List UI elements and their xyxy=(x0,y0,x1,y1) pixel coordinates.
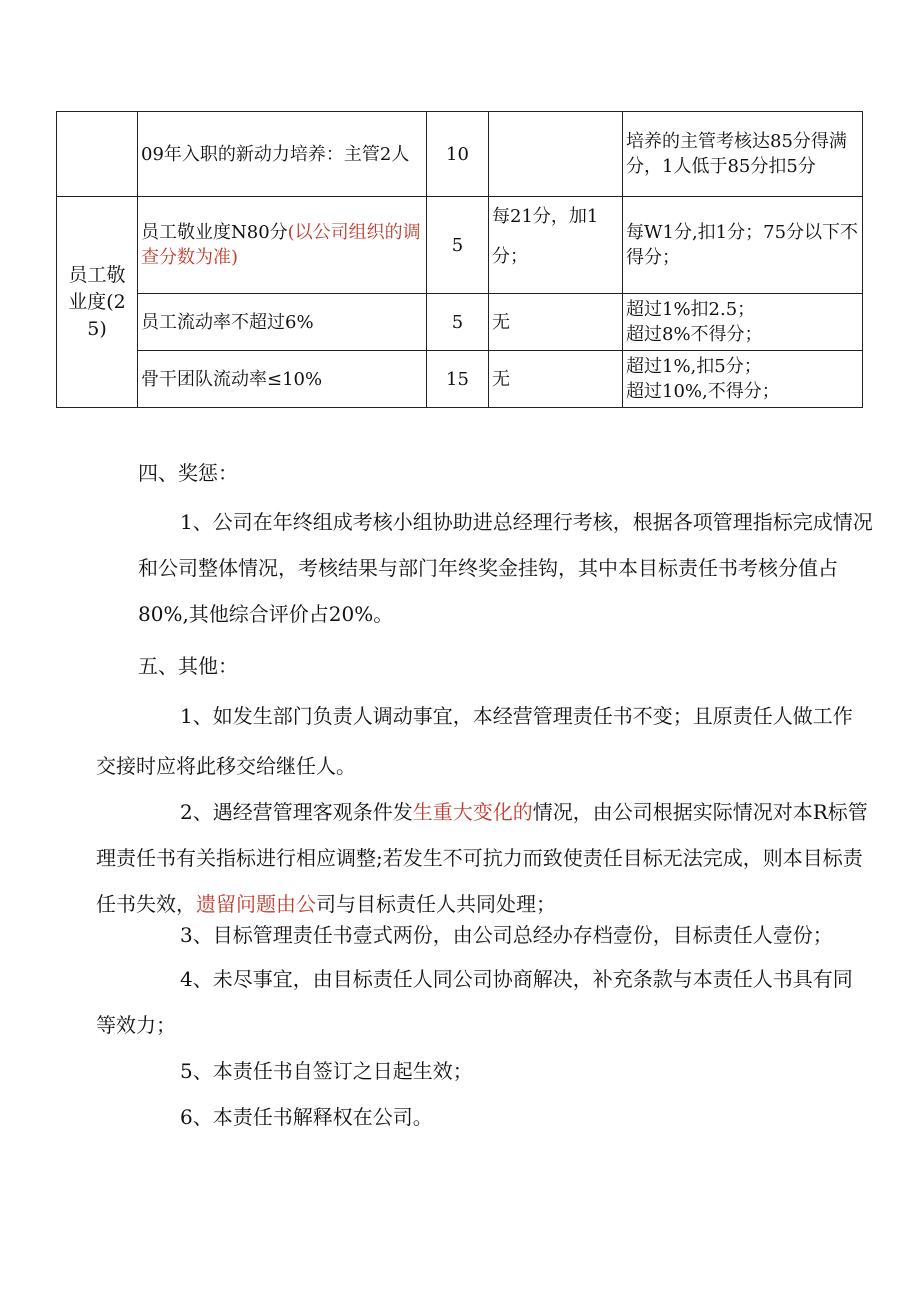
item-note: (以公司组织的调查分数为准) xyxy=(141,222,421,268)
section-4-paragraph-1: 1、公司在年终组成考核小组协助进总经理行考核，根据各项管理指标完成情况和公司整体情况，考核结果与部门年终奖金挂钩，其中本目标责任书考核分值占80%,其他综合评价占20%。 xyxy=(138,510,873,626)
p2-highlight-1: 生重大变化的 xyxy=(412,800,533,824)
bonus-cell: 无 xyxy=(489,351,623,408)
section-5-paragraph-6: 6、本责任书解释权在公司。 xyxy=(180,1105,433,1129)
rule-cell xyxy=(623,294,863,351)
table-row xyxy=(57,351,863,408)
section-5-paragraph-2 xyxy=(96,789,872,927)
assessment-table xyxy=(56,111,863,408)
rule-line: 超过1%扣2.5； xyxy=(626,299,756,320)
rule-cell: 培养的主管考核达85分得满分，1人低于85分扣5分 xyxy=(623,112,863,197)
bonus-cell: 每21分，加1分； xyxy=(489,197,623,294)
bonus-cell xyxy=(489,112,623,197)
category-cell: 员工敬业度(25) xyxy=(57,197,138,408)
rule-cell xyxy=(623,351,863,408)
table-row xyxy=(57,294,863,351)
item-cell: 员工流动率不超过6% xyxy=(138,294,427,351)
item-main: 员工敬业度N80分 xyxy=(141,222,288,243)
table-row xyxy=(57,112,863,197)
score-cell: 15 xyxy=(427,351,489,408)
table-row xyxy=(57,197,863,294)
p2-text-b: 情况，由公司根据实际情况对本R标管理责任书有关指标进行相应调整;若发生不可抗力而致使责任目标无法完成，则本目标责任书失效， xyxy=(96,800,868,916)
rule-cell: 每W1分,扣1分；75分以下不得分； xyxy=(623,197,863,294)
p2-text-c: 司与目标责任人共同处理； xyxy=(316,892,556,916)
section-5-paragraph-5: 5、本责任书自签订之日起生效； xyxy=(180,1059,473,1083)
section-5-title: 五、其他： xyxy=(138,654,238,678)
score-cell: 10 xyxy=(427,112,489,197)
section-4-title: 四、奖惩： xyxy=(138,461,238,485)
p2-highlight-2: 遗留问题由公 xyxy=(196,892,316,916)
item-cell xyxy=(138,197,427,294)
rule-line: 超过10%,不得分； xyxy=(626,381,780,402)
item-cell: 骨干团队流动率≤10% xyxy=(138,351,427,408)
score-cell: 5 xyxy=(427,197,489,294)
p2-text-a: 2、遇经营管理客观条件发 xyxy=(180,800,413,824)
bonus-cell: 无 xyxy=(489,294,623,351)
section-5-paragraph-1: 1、如发生部门负责人调动事宜，本经营管理责任书不变；且原责任人做工作交接时应将此移交给继任人。 xyxy=(96,704,853,778)
section-5-paragraph-3: 3、目标管理责任书壹式两份，由公司总经办存档壹份，目标责任人壹份； xyxy=(180,923,833,947)
section-5-paragraph-4: 4、未尽事宜，由目标责任人同公司协商解决，补充条款与本责任人书具有同等效力； xyxy=(96,967,853,1037)
score-cell: 5 xyxy=(427,294,489,351)
category-cell-empty xyxy=(57,112,138,197)
item-cell: 09年入职的新动力培养：主管2人 xyxy=(138,112,427,197)
rule-line: 超过1%,扣5分； xyxy=(626,356,762,377)
rule-line: 超过8%不得分； xyxy=(626,324,763,345)
